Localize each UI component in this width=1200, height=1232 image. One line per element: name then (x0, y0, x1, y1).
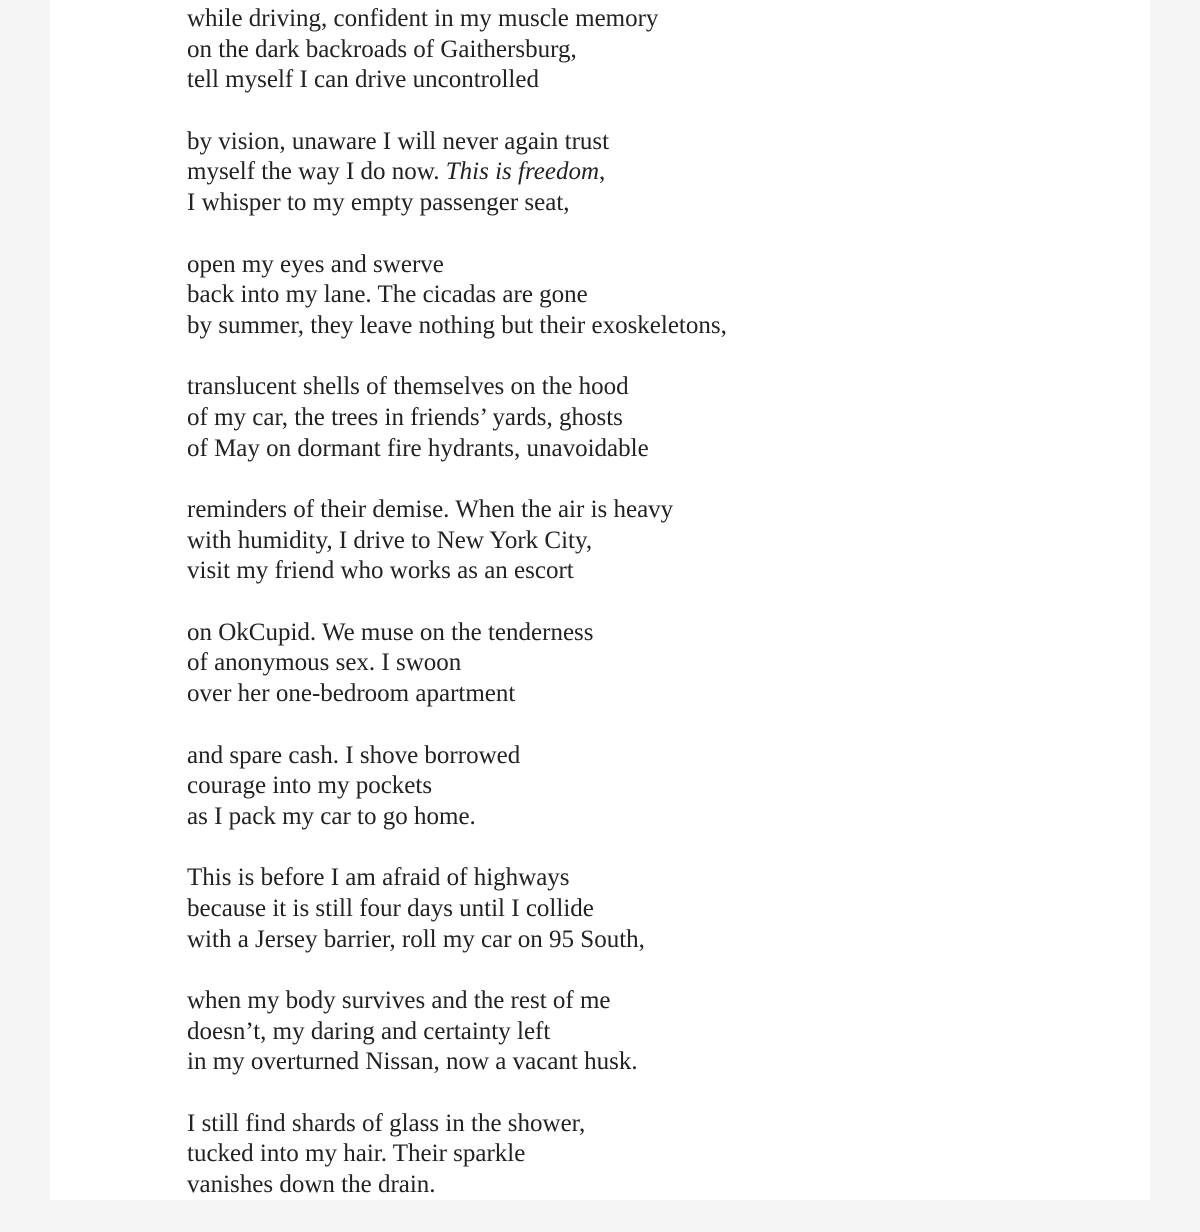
poem-line: doesn’t, my daring and certainty left (187, 1017, 551, 1045)
poem-line: of May on dormant fire hydrants, unavoidable (187, 434, 649, 462)
poem-line: on OkCupid. We muse on the tenderness (187, 618, 594, 646)
stanza (187, 250, 1127, 342)
poem-line: translucent shells of themselves on the hood (187, 373, 629, 401)
stanza (187, 495, 1127, 587)
poem-line: with humidity, I drive to New York City, (187, 526, 593, 554)
poem-line: and spare cash. I shove borrowed (187, 741, 521, 769)
poem-line: while driving, confident in my muscle memory (187, 5, 659, 32)
poem-line: of anonymous sex. I swoon (187, 649, 462, 677)
stanza (187, 863, 1127, 955)
stanza (187, 127, 1127, 219)
poem-line: with a Jersey barrier, roll my car on 95 South, (187, 925, 645, 953)
poem-line: when my body survives and the rest of me (187, 987, 611, 1014)
poem-line: vanishes down the drain. (187, 1171, 436, 1199)
line-text: myself the way I do now. (187, 158, 446, 186)
stanza (187, 986, 1127, 1078)
stanza (187, 4, 1127, 96)
poem-line: I still find shards of glass in the shower, (187, 1109, 586, 1137)
poem-line (187, 157, 1127, 188)
stanza (187, 618, 1127, 710)
poem-line: back into my lane. The cicadas are gone (187, 281, 588, 309)
poem-line: This is before I am afraid of highways (187, 864, 570, 892)
poem-line: by vision, unaware I will never again trust (187, 127, 610, 155)
poem-line: on the dark backroads of Gaithersburg, (187, 35, 577, 63)
poem-line: open my eyes and swerve (187, 250, 444, 278)
poem-line: as I pack my car to go home. (187, 802, 476, 830)
poem-line: courage into my pockets (187, 772, 433, 800)
poem-line: in my overturned Nissan, now a vacant husk. (187, 1048, 638, 1076)
poem-line: over her one-bedroom apartment (187, 680, 516, 708)
line-text: , (599, 158, 606, 186)
stanza (187, 741, 1127, 833)
page-sheet (50, 0, 1150, 1200)
stanza (187, 1109, 1127, 1201)
poem-line: reminders of their demise. When the air is heavy (187, 496, 674, 523)
poem-line: tell myself I can drive uncontrolled (187, 66, 539, 94)
poem-line: of my car, the trees in friends’ yards, ghosts (187, 403, 623, 431)
poem-line: I whisper to my empty passenger seat, (187, 189, 570, 217)
poem-body (187, 4, 1127, 1232)
stanza (187, 372, 1127, 464)
poem-line: visit my friend who works as an escort (187, 557, 574, 585)
poem-line: because it is still four days until I collide (187, 894, 594, 922)
italic-phrase: This is freedom (445, 158, 599, 186)
poem-line: by summer, they leave nothing but their exoskeletons, (187, 311, 727, 339)
poem-line: tucked into my hair. Their sparkle (187, 1140, 526, 1168)
